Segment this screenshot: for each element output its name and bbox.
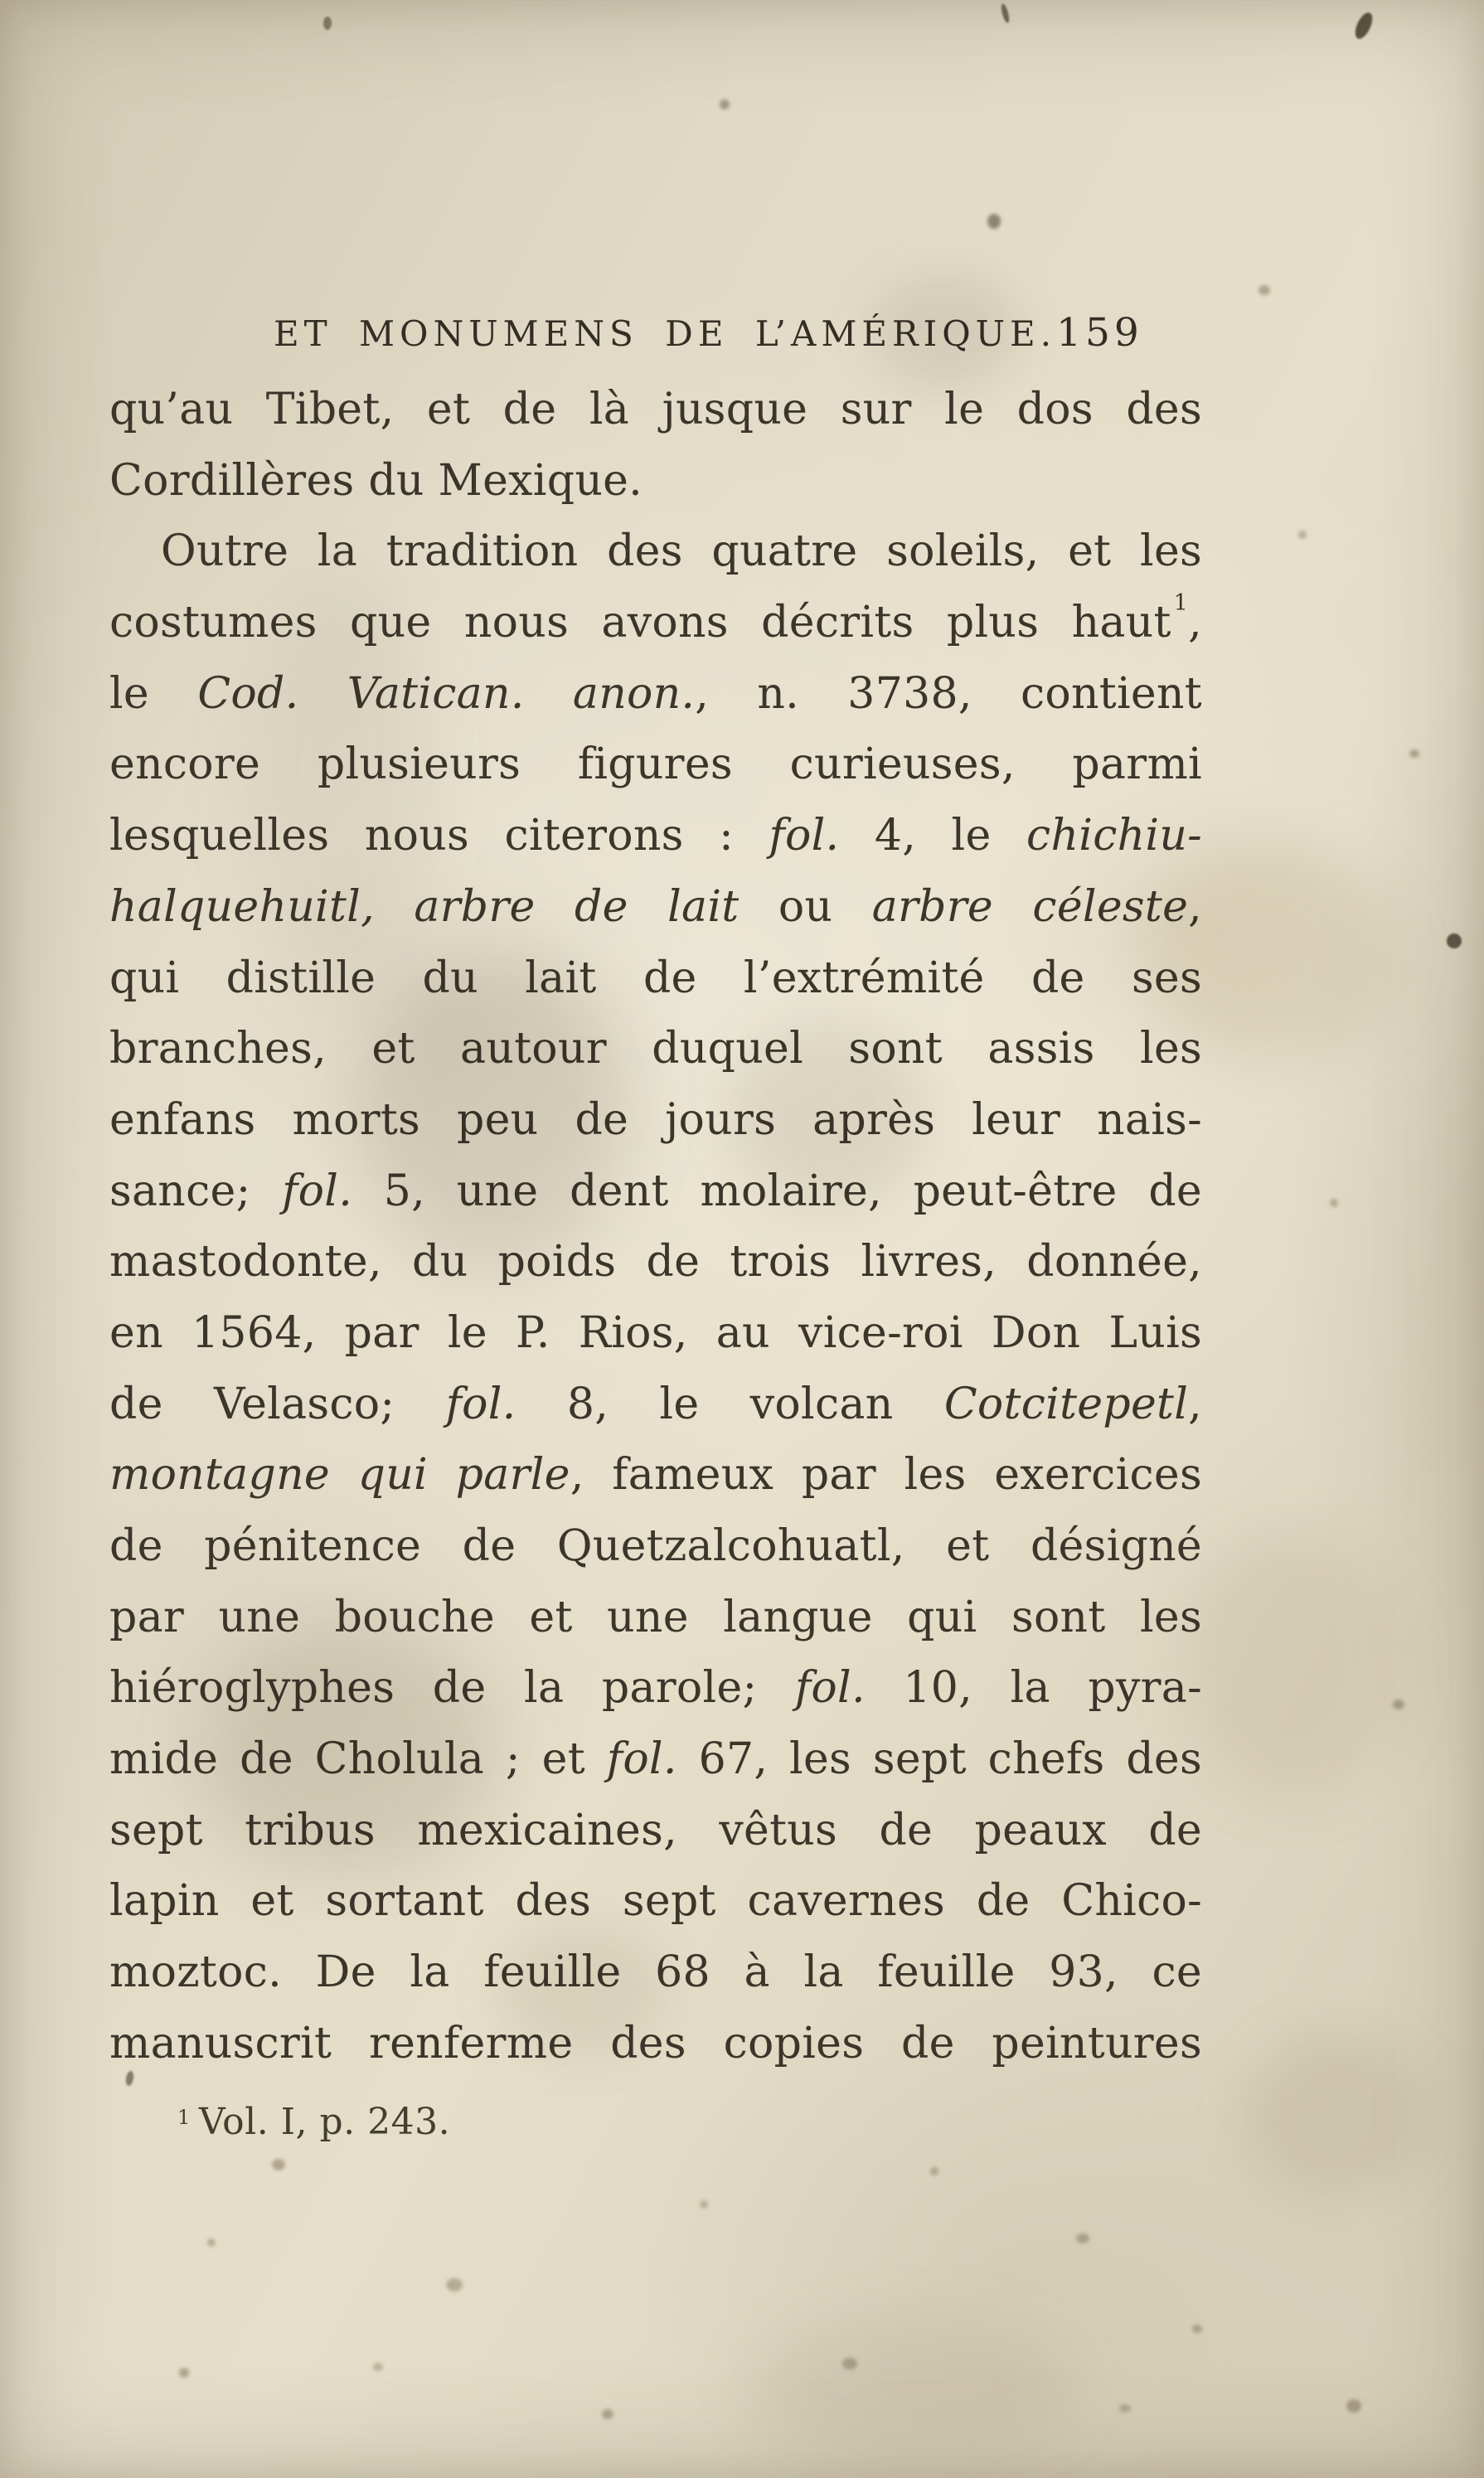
text-segment: en 1564, par le P. Rios, au vice-roi Don Luis bbox=[109, 1307, 1202, 1358]
text-segment: 67, les sept chefs des bbox=[677, 1734, 1202, 1785]
text-segment: lesquelles nous citerons : bbox=[109, 811, 769, 861]
text-segment: , n. 3738, contient bbox=[695, 668, 1202, 719]
text-line bbox=[109, 1014, 1202, 1085]
stain bbox=[842, 2358, 857, 2369]
text-line bbox=[109, 801, 1202, 872]
text-segment: , bbox=[1188, 598, 1202, 648]
text-segment: moztoc. De la feuille 68 à la feuille 93, ce bbox=[109, 1947, 1202, 1998]
text-segment: sept tribus mexicaines, vêtus de peaux de bbox=[109, 1805, 1202, 1855]
stain bbox=[446, 2278, 463, 2291]
stain bbox=[207, 2238, 216, 2247]
text-line bbox=[109, 1653, 1202, 1724]
stain bbox=[602, 2409, 613, 2419]
text-line bbox=[109, 2009, 1202, 2080]
stain bbox=[373, 2363, 383, 2371]
text-segment: Outre la tradition des quatre soleils, et les bbox=[161, 526, 1202, 577]
text-segment: enfans morts peu de jours après leur nais- bbox=[109, 1094, 1202, 1145]
header-title: ET MONUMENS DE L’AMÉRIQUE. bbox=[274, 313, 1057, 354]
stain bbox=[700, 2200, 708, 2209]
text-line bbox=[109, 446, 1202, 517]
body-text bbox=[109, 375, 1202, 2080]
stain bbox=[1076, 2233, 1089, 2243]
stain bbox=[1186, 1534, 1401, 1799]
text-segment: 5, une dent molaire, peut-être de bbox=[352, 1166, 1202, 1216]
text-line bbox=[109, 943, 1202, 1015]
text-segment: fol. bbox=[794, 1663, 866, 1714]
text-line bbox=[109, 1157, 1202, 1228]
text-line bbox=[109, 375, 1202, 446]
text-line bbox=[109, 1227, 1202, 1298]
stain bbox=[1192, 2325, 1202, 2333]
stain bbox=[720, 99, 730, 109]
text-segment: de pénitence de Quetzalcohuatl, et désigné bbox=[109, 1521, 1202, 1571]
text-segment: fol. bbox=[445, 1379, 516, 1429]
text-line bbox=[109, 1724, 1202, 1796]
text-segment: montagne qui parle bbox=[109, 1450, 570, 1501]
stain bbox=[272, 2159, 285, 2170]
text-segment: Cod. Vatican. anon. bbox=[197, 668, 696, 719]
stain bbox=[1119, 2404, 1131, 2413]
text-segment: , fameux par les exercices bbox=[570, 1450, 1202, 1501]
text-segment: hiéroglyphes de la parole; bbox=[109, 1663, 795, 1714]
text-segment: qui distille du lait de l’extrémité de ses bbox=[109, 953, 1202, 1003]
stain bbox=[1409, 749, 1419, 758]
footnote bbox=[177, 2101, 450, 2143]
text-segment: fol. bbox=[282, 1166, 353, 1216]
text-line bbox=[109, 1866, 1202, 1937]
text-line bbox=[109, 1511, 1202, 1583]
stain bbox=[1258, 285, 1270, 295]
stain bbox=[1000, 3, 1011, 24]
text-segment: mide de Cholula ; et bbox=[109, 1734, 607, 1785]
stain bbox=[1298, 531, 1307, 539]
text-segment: 8, le volcan bbox=[516, 1379, 944, 1429]
text-segment: branches, et autour duquel sont assis les bbox=[109, 1024, 1202, 1074]
text-line bbox=[109, 1370, 1202, 1441]
stain bbox=[1393, 1700, 1404, 1709]
text-segment: qu’au Tibet, et de là jusque sur le dos des bbox=[109, 385, 1202, 434]
footnote-text: Vol. I, p. 243. bbox=[198, 2101, 451, 2143]
stain bbox=[1244, 2031, 1426, 2197]
running-header bbox=[274, 310, 1143, 356]
stain bbox=[179, 2368, 189, 2378]
stain bbox=[1346, 2399, 1361, 2413]
text-line bbox=[109, 588, 1202, 659]
text-segment: halquehuitl, arbre de lait bbox=[109, 881, 740, 932]
stain bbox=[1447, 933, 1462, 948]
text-segment: 4, le bbox=[839, 811, 1027, 861]
stain bbox=[746, 2321, 1078, 2454]
text-segment: costumes que nous avons décrits plus haut bbox=[109, 598, 1171, 648]
text-segment: le bbox=[109, 668, 198, 719]
text-segment: fol. bbox=[769, 811, 840, 861]
footnote-ref: 1 bbox=[1173, 589, 1189, 616]
stain bbox=[930, 2167, 938, 2175]
stain bbox=[1330, 1199, 1338, 1207]
text-segment: manuscrit renferme des copies de peintures bbox=[109, 2018, 1202, 2068]
text-line bbox=[109, 1796, 1202, 1867]
text-line bbox=[109, 1440, 1202, 1511]
text-line bbox=[109, 1937, 1202, 2009]
text-segment: sance; bbox=[109, 1166, 283, 1216]
text-line bbox=[109, 1298, 1202, 1370]
text-segment: arbre céleste bbox=[871, 881, 1189, 932]
text-segment: Cotcitepetl bbox=[943, 1379, 1189, 1429]
footnote-marker: 1 bbox=[177, 2105, 191, 2129]
text-line bbox=[109, 730, 1202, 801]
text-segment: 10, la pyra- bbox=[865, 1663, 1202, 1714]
text-line bbox=[109, 872, 1202, 943]
stain bbox=[1352, 10, 1376, 41]
text-line bbox=[109, 1085, 1202, 1157]
text-segment: de Velasco; bbox=[109, 1379, 446, 1429]
text-segment: fol. bbox=[606, 1734, 677, 1785]
stain bbox=[987, 214, 1001, 229]
text-segment: mastodonte, du poids de trois livres, donnée, bbox=[109, 1237, 1202, 1287]
text-segment: , bbox=[1188, 1379, 1202, 1429]
stain bbox=[323, 17, 332, 30]
text-segment: Cordillères du Mexique. bbox=[109, 455, 643, 506]
page-number: 159 bbox=[1056, 310, 1143, 356]
text-segment: chichiu- bbox=[1026, 811, 1202, 861]
text-line bbox=[109, 516, 1202, 588]
text-segment: par une bouche et une langue qui sont les bbox=[109, 1592, 1202, 1642]
text-segment: lapin et sortant des sept cavernes de Chico- bbox=[109, 1876, 1202, 1927]
text-segment: ou bbox=[739, 881, 872, 932]
text-segment: , bbox=[1188, 881, 1202, 932]
text-segment: encore plusieurs figures curieuses, parmi bbox=[109, 740, 1202, 790]
text-line bbox=[109, 1583, 1202, 1654]
text-line bbox=[109, 659, 1202, 730]
